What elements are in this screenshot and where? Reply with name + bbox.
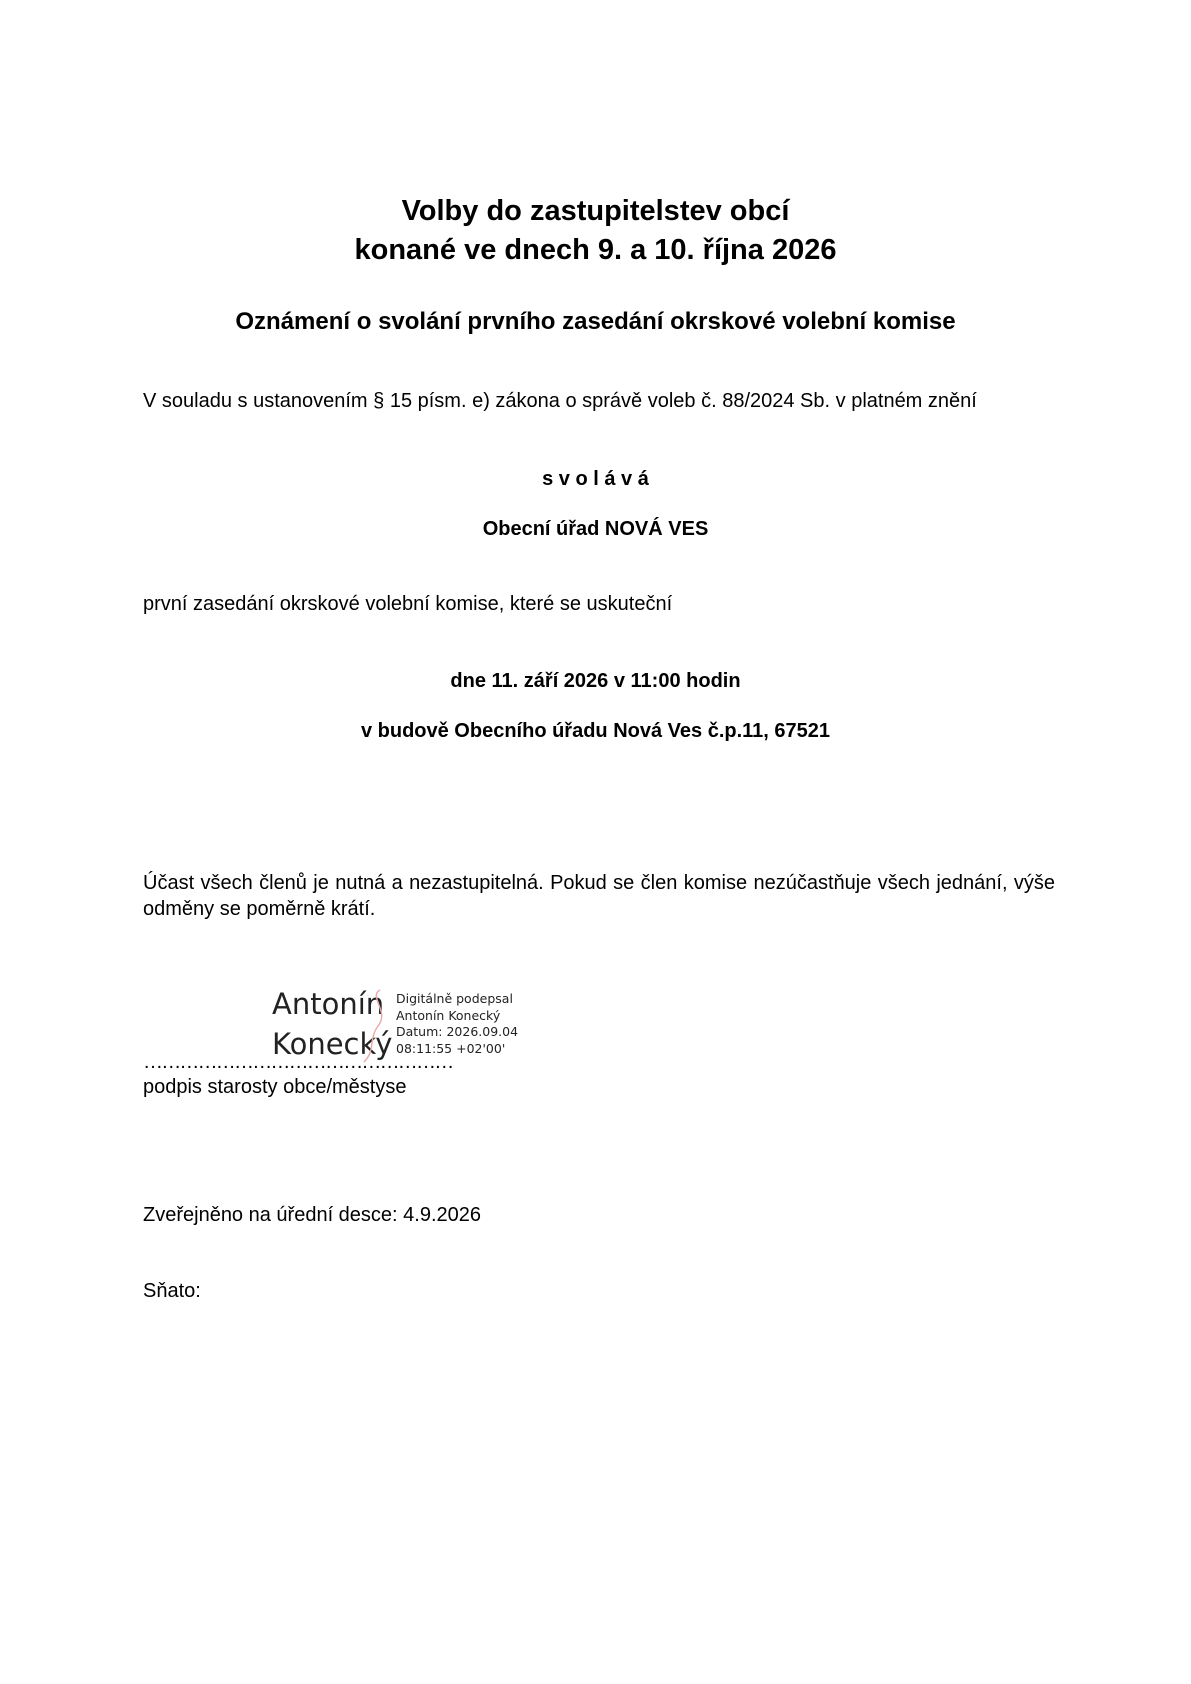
convenes-heading: s v o l á v á — [542, 468, 649, 490]
first-meeting-text: první zasedání okrskové volební komise, které se uskuteční — [143, 593, 673, 615]
document-title-line1: Volby do zastupitelstev obcí — [401, 195, 790, 227]
signature-info-line1: Digitálně podepsal — [396, 991, 513, 1006]
signature-caption: podpis starosty obce/městyse — [143, 1076, 407, 1098]
document-subtitle: Oznámení o svolání prvního zasedání okrskové volební komise — [235, 308, 956, 335]
published-date: Zveřejněno na úřední desce: 4.9.2026 — [143, 1204, 482, 1226]
signature-info-line2: Antonín Konecký — [396, 1007, 501, 1023]
authority-name: Obecní úřad NOVÁ VES — [482, 518, 709, 540]
document-title-line2: konané ve dnech 9. a 10. října 2026 — [354, 234, 837, 266]
attendance-paragraph: Účast všech členů je nutná a nezastupitelná. Pokud se člen komise nezúčastňuje všech jednání, výše odměny se poměrně krátí. — [143, 872, 1055, 920]
meeting-date: dne 11. září 2026 v 11:00 hodin — [450, 670, 741, 692]
intro-paragraph: V souladu s ustanovením § 15 písm. e) zákona o správě voleb č. 88/2024 Sb. v platném znění — [143, 390, 977, 412]
signature-name-line2: Konecký — [272, 1027, 393, 1061]
signature-dotted-line: …………………………………………… — [143, 1051, 453, 1073]
signature-info-line4: 08:11:55 +02'00' — [396, 1040, 506, 1056]
removed-date: Sňato: — [143, 1280, 201, 1302]
signature-name-line1: Antonín — [272, 987, 385, 1021]
signature-info — [396, 991, 518, 1057]
meeting-location: v budově Obecního úřadu Nová Ves č.p.11, 67521 — [360, 720, 831, 742]
signature-info-line3: Datum: 2026.09.04 — [396, 1024, 519, 1039]
